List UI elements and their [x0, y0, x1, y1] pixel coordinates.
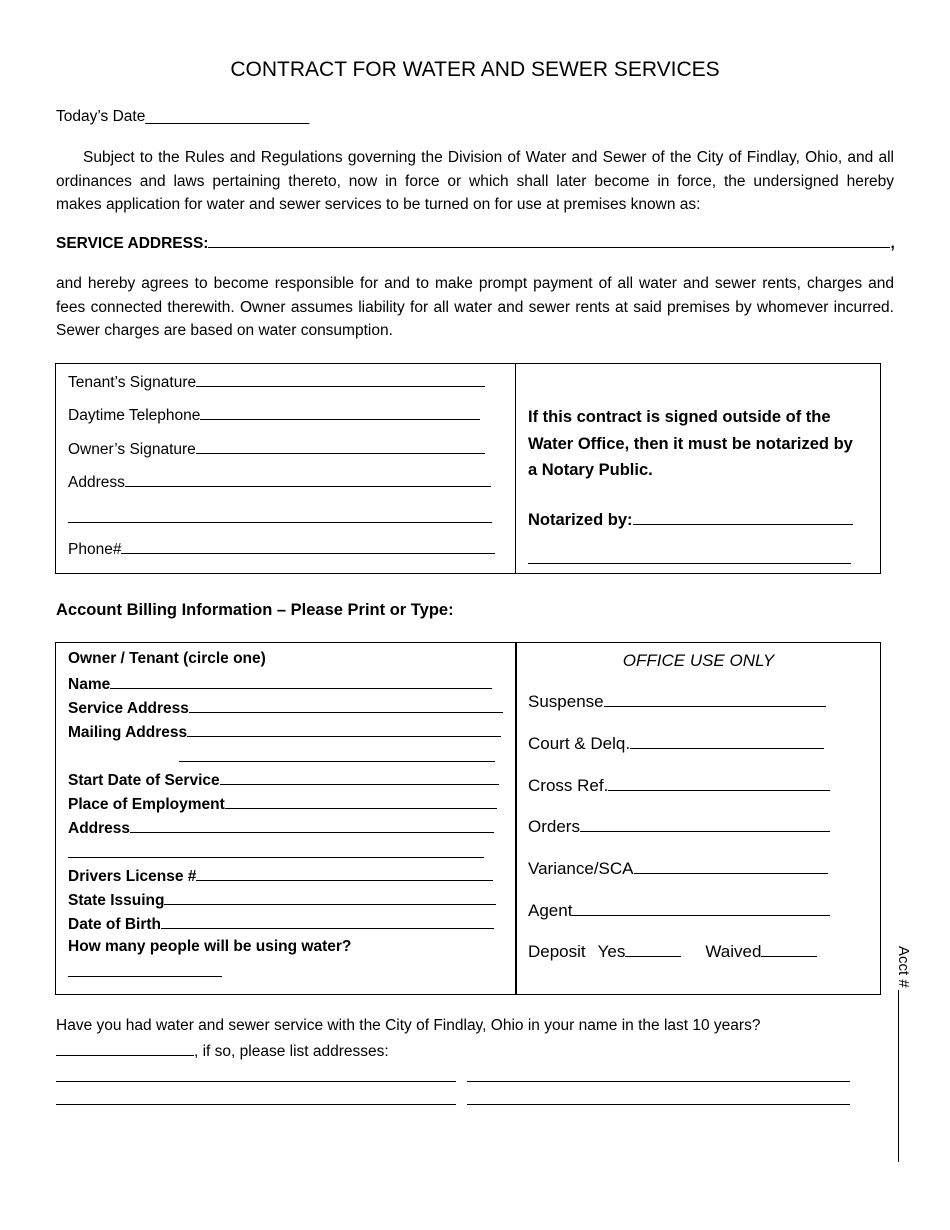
court-delq-line[interactable] — [630, 734, 824, 749]
cross-ref-line[interactable] — [608, 776, 830, 791]
agreement-line-3: Sewer charges are based on water consumption. — [56, 322, 393, 339]
service-address-comma: , — [890, 235, 895, 252]
owner-signature-field[interactable] — [68, 439, 485, 459]
start-date-field[interactable] — [68, 770, 499, 790]
history-address-line-3[interactable] — [56, 1104, 456, 1105]
notarized-by-line[interactable] — [633, 510, 853, 525]
billing-name-label: Name — [68, 676, 111, 693]
notarized-by-label: Notarized by: — [528, 511, 633, 529]
court-delq-label: Court & Delq. — [528, 734, 631, 753]
history-question: Have you had water and sewer service with the City of Findlay, Ohio in your name in the last 10 years? — [56, 1017, 761, 1034]
billing-name-field[interactable] — [68, 674, 492, 694]
billing-address-field[interactable] — [68, 818, 494, 838]
sig-address-line-2[interactable] — [68, 522, 492, 523]
state-issuing-field[interactable] — [68, 890, 496, 910]
deposit-field[interactable] — [528, 942, 817, 962]
cross-ref-label: Cross Ref. — [528, 776, 609, 795]
mailing-address-field[interactable] — [68, 722, 501, 742]
billing-address-label: Address — [68, 820, 131, 837]
daytime-telephone-line[interactable] — [200, 405, 480, 420]
deposit-waived-label: Waived — [705, 942, 762, 961]
orders-line[interactable] — [580, 817, 830, 832]
owner-signature-line[interactable] — [196, 439, 485, 454]
billing-address-line-2[interactable] — [68, 857, 484, 858]
start-date-line[interactable] — [220, 770, 499, 785]
service-address-label: SERVICE ADDRESS: — [56, 235, 209, 252]
intro-line-1: Subject to the Rules and Regulations governing the Division of Water and Sewer of the City of Findlay, Ohio, and all — [83, 149, 894, 166]
billing-service-address-line[interactable] — [189, 698, 503, 713]
tenant-signature-field[interactable] — [68, 372, 485, 392]
billing-box-divider — [515, 643, 517, 994]
suspense-field[interactable] — [528, 692, 826, 712]
tenant-signature-line[interactable] — [196, 372, 485, 387]
agreement-line-1: and hereby agrees to become responsible for and to make prompt payment of all water and sewer rents, charges and — [56, 275, 894, 292]
employment-field[interactable] — [68, 794, 497, 814]
orders-field[interactable] — [528, 817, 830, 837]
signature-box-divider — [515, 364, 516, 573]
history-answer-field[interactable] — [56, 1041, 389, 1061]
mailing-address-line-2[interactable] — [179, 761, 495, 762]
employment-label: Place of Employment — [68, 796, 225, 813]
employment-line[interactable] — [225, 794, 497, 809]
deposit-waived-line[interactable] — [761, 942, 817, 957]
notarized-by-field[interactable] — [528, 510, 853, 530]
phone-label: Phone# — [68, 541, 122, 558]
phone-line[interactable] — [121, 539, 495, 554]
office-use-heading: OFFICE USE ONLY — [622, 651, 775, 670]
drivers-license-field[interactable] — [68, 866, 493, 886]
agent-line[interactable] — [572, 901, 830, 916]
agent-label: Agent — [528, 901, 573, 920]
variance-line[interactable] — [634, 859, 828, 874]
daytime-telephone-field[interactable] — [68, 405, 480, 425]
acct-number-label: Acct # — [895, 946, 912, 988]
drivers-license-label: Drivers License # — [68, 868, 197, 885]
agent-field[interactable] — [528, 901, 830, 921]
mailing-address-label: Mailing Address — [68, 724, 188, 741]
page-title: CONTRACT FOR WATER AND SEWER SERVICES — [230, 58, 720, 81]
orders-label: Orders — [528, 817, 580, 836]
phone-field[interactable] — [68, 539, 495, 559]
suspense-label: Suspense — [528, 692, 604, 711]
owner-signature-label: Owner’s Signature — [68, 441, 196, 458]
dob-label: Date of Birth — [68, 916, 161, 933]
billing-service-address-label: Service Address — [68, 700, 189, 717]
notary-line-2[interactable] — [528, 563, 851, 564]
variance-field[interactable] — [528, 859, 828, 879]
billing-name-line[interactable] — [110, 674, 492, 689]
intro-line-2: ordinances and laws pertaining thereto, now in force or which shall later become in force, the undersigned hereby — [56, 172, 894, 190]
sig-address-field[interactable] — [68, 472, 491, 492]
billing-heading: Account Billing Information – Please Print or Type: — [56, 601, 454, 619]
mailing-address-line[interactable] — [187, 722, 501, 737]
owner-tenant-label: Owner / Tenant (circle one) — [68, 650, 266, 667]
state-issuing-label: State Issuing — [68, 892, 165, 909]
notary-note-line-2: Water Office, then it must be notarized by — [528, 434, 853, 453]
tenant-signature-label: Tenant’s Signature — [68, 374, 197, 391]
billing-service-address-field[interactable] — [68, 698, 503, 718]
history-followup: , if so, please list addresses: — [194, 1043, 389, 1060]
agreement-line-2: fees connected therewith. Owner assumes liability for all water and sewer rents at said premises by whomever incurred. — [56, 298, 894, 316]
intro-paragraph — [56, 146, 894, 217]
sig-address-line[interactable] — [125, 472, 491, 487]
history-answer-line[interactable] — [56, 1041, 194, 1056]
how-many-label: How many people will be using water? — [68, 938, 352, 955]
dob-field[interactable] — [68, 914, 494, 934]
court-delq-field[interactable] — [528, 734, 824, 754]
sig-address-label: Address — [68, 474, 125, 491]
notary-note-line-3: a Notary Public. — [528, 461, 653, 479]
deposit-yes-line[interactable] — [625, 942, 681, 957]
intro-line-3: makes application for water and sewer services to be turned on for use at premises known as: — [56, 196, 701, 213]
service-address-line[interactable] — [208, 235, 890, 248]
agreement-paragraph — [56, 272, 894, 343]
history-address-line-2[interactable] — [467, 1081, 850, 1082]
notary-note — [528, 404, 853, 484]
variance-label: Variance/SCA — [528, 859, 634, 878]
suspense-line[interactable] — [604, 692, 826, 707]
history-address-line-1[interactable] — [56, 1081, 456, 1082]
start-date-label: Start Date of Service — [68, 772, 220, 789]
state-issuing-line[interactable] — [164, 890, 496, 905]
deposit-yes-label: Yes — [597, 942, 626, 961]
how-many-line[interactable] — [68, 976, 222, 977]
history-address-line-4[interactable] — [467, 1104, 850, 1105]
dob-line[interactable] — [161, 914, 494, 929]
daytime-telephone-label: Daytime Telephone — [68, 407, 201, 424]
deposit-label: Deposit — [528, 942, 586, 961]
cross-ref-field[interactable] — [528, 776, 830, 796]
acct-number-field[interactable] — [896, 946, 916, 1166]
service-address-field[interactable] — [56, 235, 895, 253]
acct-number-line[interactable] — [898, 990, 899, 1162]
billing-address-line[interactable] — [130, 818, 494, 833]
drivers-license-line[interactable] — [196, 866, 493, 881]
notary-note-line-1: If this contract is signed outside of the — [528, 408, 831, 426]
todays-date-field[interactable]: Today’s Date___________________ — [56, 108, 310, 125]
